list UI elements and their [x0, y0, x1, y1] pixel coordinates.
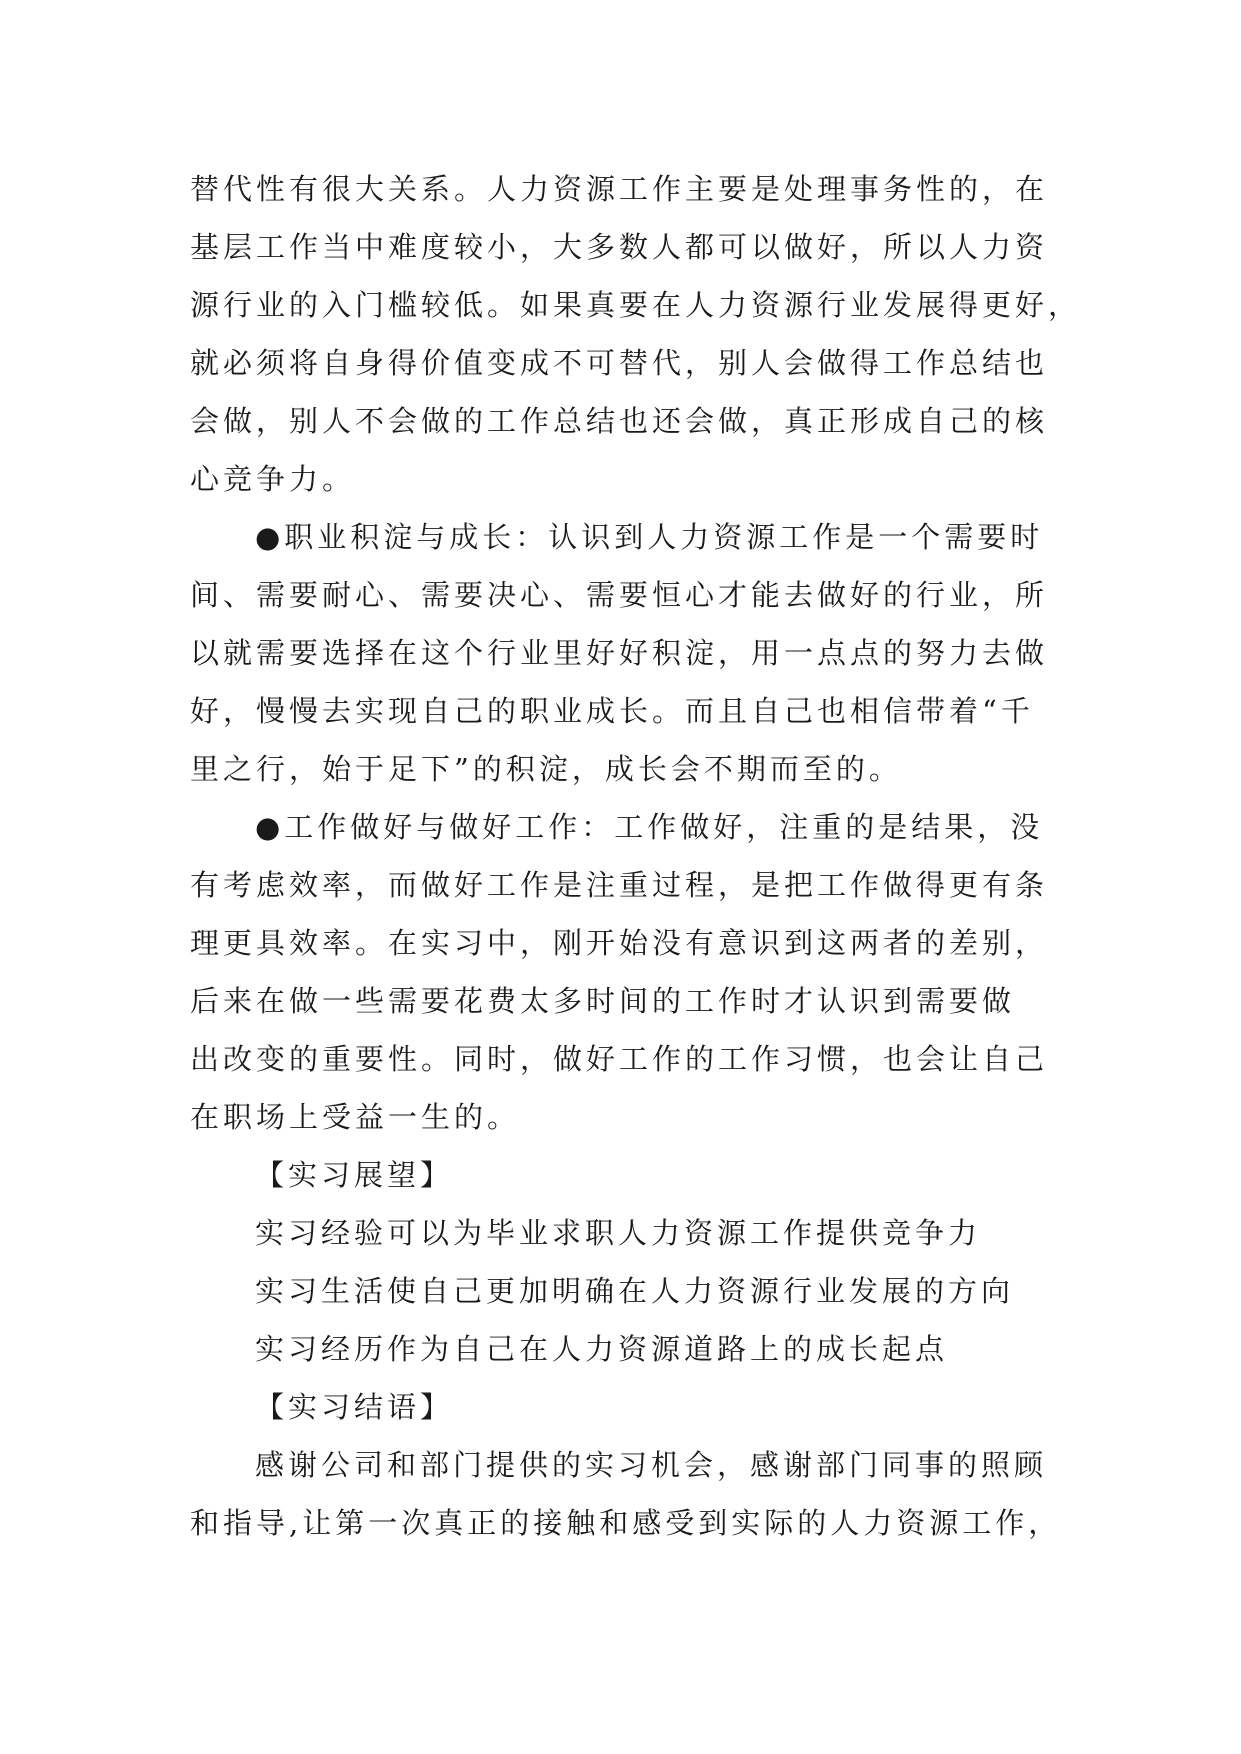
document-body	[190, 160, 1080, 1552]
outlook-item: 实习生活使自己更加明确在人力资源行业发展的方向	[255, 1274, 1015, 1308]
text-line: 理更具效率。在实习中，刚开始没有意识到这两者的差别，	[190, 926, 1049, 960]
text-line: 以就需要选择在这个行业里好好积淀，用一点点的努力去做	[190, 636, 1049, 670]
text-line: 心竞争力。	[190, 462, 356, 496]
section-heading-conclusion: 【实习结语】	[255, 1390, 454, 1424]
text-line: 好，慢慢去实现自己的职业成长。而且自己也相信带着“千	[190, 694, 1034, 728]
text-line: 在职场上受益一生的。	[190, 1100, 521, 1134]
text-line: 替代性有很大关系。人力资源工作主要是处理事务性的，在	[190, 172, 1049, 206]
outlook-item: 实习经验可以为毕业求职人力资源工作提供竞争力	[255, 1216, 982, 1250]
text-line: 和指导,让第一次真正的接触和感受到实际的人力资源工作，	[190, 1506, 1062, 1540]
text-line: 有考虑效率，而做好工作是注重过程，是把工作做得更有条	[190, 868, 1049, 902]
bullet-career-growth: ●职业积淀与成长：认识到人力资源工作是一个需要时	[255, 520, 1044, 554]
section-heading-outlook: 【实习展望】	[255, 1158, 454, 1192]
text-line: 基层工作当中难度较小，大多数人都可以做好，所以人力资	[190, 230, 1049, 264]
text-line: 会做，别人不会做的工作总结也还会做，真正形成自己的核	[190, 404, 1049, 438]
text-line: 里之行，始于足下”的积淀，成长会不期而至的。	[190, 752, 902, 786]
text-line: 源行业的入门槛较低。如果真要在人力资源行业发展得更好，	[190, 288, 1082, 322]
text-line: 感谢公司和部门提供的实习机会，感谢部门同事的照顾	[255, 1448, 1048, 1482]
bullet-work-well: ●工作做好与做好工作：工作做好，注重的是结果，没	[255, 810, 1044, 844]
text-line: 出改变的重要性。同时，做好工作的工作习惯，也会让自己	[190, 1042, 1049, 1076]
text-line: 间、需要耐心、需要决心、需要恒心才能去做好的行业，所	[190, 578, 1049, 612]
text-line: 后来在做一些需要花费太多时间的工作时才认识到需要做	[190, 984, 1016, 1018]
text-line: 就必须将自身得价值变成不可替代，别人会做得工作总结也	[190, 346, 1049, 380]
outlook-item: 实习经历作为自己在人力资源道路上的成长起点	[255, 1332, 949, 1366]
